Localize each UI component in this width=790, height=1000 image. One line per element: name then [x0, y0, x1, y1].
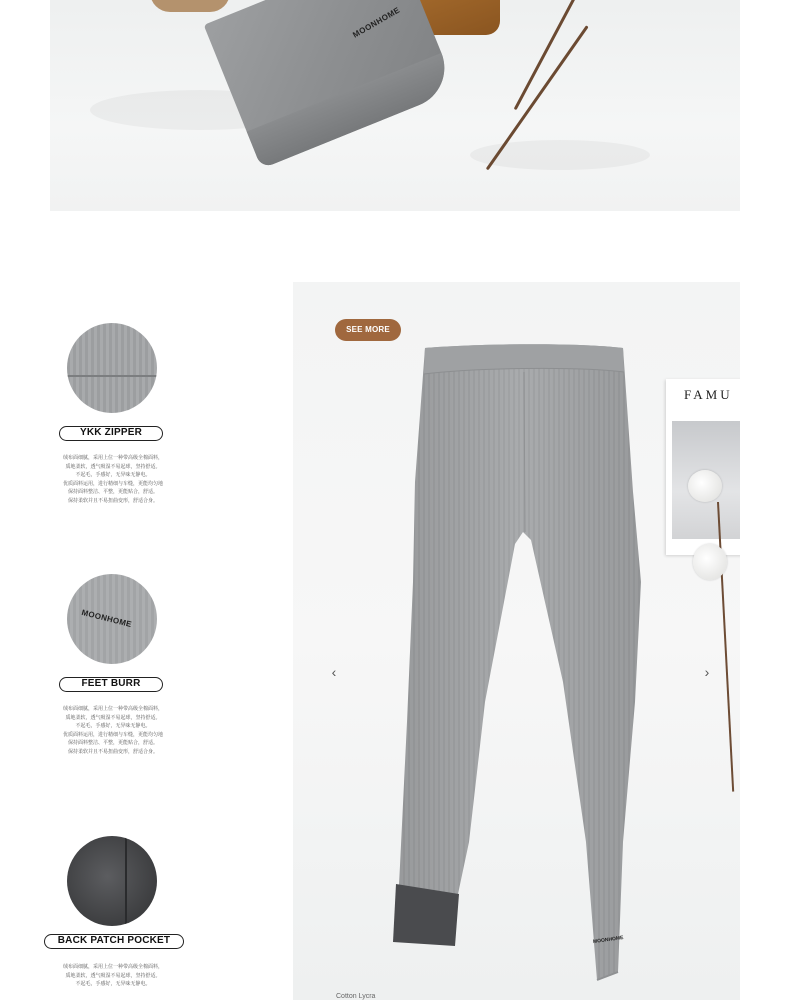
feature-ykk-zipper: [40, 323, 190, 513]
zipper-detail-image: [67, 323, 157, 413]
desc-line: 质地柔软，透气吸湿不易起球，坚持舒适。: [65, 972, 161, 979]
next-arrow-button[interactable]: ›: [700, 662, 714, 682]
fleece-cuff: [393, 884, 459, 946]
feature-title-pill: BACK PATCH POCKET: [44, 934, 184, 949]
feature-feet-burr: [40, 574, 190, 764]
feature-title-pill: YKK ZIPPER: [59, 426, 163, 441]
logo-detail-image: [67, 574, 157, 664]
detail-logo: MOONHOME: [80, 607, 133, 630]
desc-line: 优质面料运用，进行精细与车缝，更能均匀地: [62, 480, 163, 487]
feature-description: [48, 705, 178, 757]
main-product-photo: [293, 282, 740, 1000]
desc-line: 保持面料整洁、平整，更能贴合，舒适。: [67, 489, 158, 496]
desc-line: 绒布面细腻，采用上位一种带高级全棉面料，: [62, 455, 163, 461]
desc-line: 保持面料整洁、平整，更能贴合，舒适。: [67, 740, 158, 747]
desc-line: 保持柔软并且不易扭曲变形，舒适合身。: [67, 497, 158, 504]
prev-arrow-button[interactable]: ‹: [327, 662, 341, 682]
magazine-title: FAMU: [684, 387, 733, 402]
desc-line: 绒布面细腻，采用上位一种带高级全棉面料，: [62, 706, 163, 712]
desc-line: 质地柔软，透气吸湿不易起球，坚持舒适。: [65, 714, 161, 721]
top-garment-logo: MOONHOME: [351, 5, 402, 40]
desc-line: 不起毛，手感好，无异味无静电。: [75, 472, 151, 479]
feature-title-pill: FEET BURR: [59, 677, 163, 692]
feature-back-patch-pocket: [40, 836, 190, 1000]
pocket-detail-image: [67, 836, 157, 926]
leggings-logo: MOONHOME: [592, 934, 624, 946]
desc-line: 质地柔软，透气吸湿不易起球，坚持舒适。: [65, 463, 161, 470]
see-more-button[interactable]: SEE MORE: [335, 319, 401, 341]
care-label-text: Cotton Lycra: [336, 993, 376, 1000]
desc-line: 不起毛，手感好，无异味无静电。: [75, 723, 151, 730]
top-product-photo: [50, 0, 740, 211]
tan-garment: [150, 0, 230, 12]
desc-line: 保持柔软并且不易扭曲变形，舒适合身。: [67, 748, 158, 755]
feature-description: [48, 454, 178, 506]
desc-line: 绒布面细腻，采用上位一种带高级全棉面料，: [62, 964, 163, 970]
desc-line: 不起毛，手感好，无异味无静电。: [75, 981, 151, 988]
folded-grey-leggings: [204, 0, 457, 169]
feature-description: [48, 963, 178, 989]
desc-line: 优质面料运用，进行精细与车缝，更能均匀地: [62, 731, 163, 738]
leggings-illustration: [293, 282, 740, 1000]
